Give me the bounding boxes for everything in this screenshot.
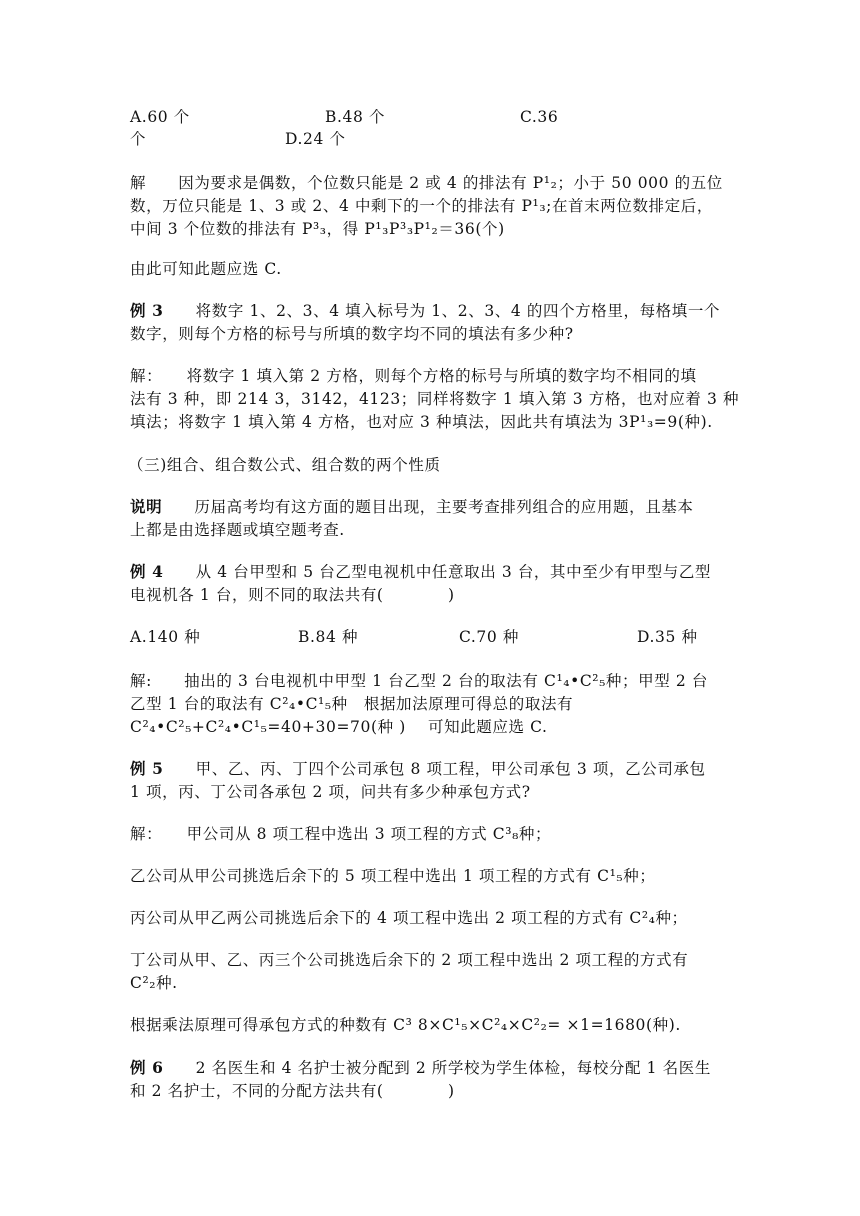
- option-d: D.35 种: [637, 628, 698, 646]
- solution-line: 根据乘法原理可得承包方式的种数有 C³ 8×C¹₅×C²₄×C²₂= ×1=1680(种).: [130, 1016, 681, 1034]
- solution-line: 乙公司从甲公司挑选后余下的 5 项工程中选出 1 项工程的方式有 C¹₅种；: [130, 867, 656, 885]
- solution-line: 乙型 1 台的取法有 C²₄•C¹₅种 根据加法原理可得总的取法有: [130, 695, 574, 713]
- solution-line: 解： 将数字 1 填入第 2 方格，则每个方格的标号与所填的数字均不相同的填: [130, 367, 697, 385]
- example-6-question-cont: 和 2 名护士，不同的分配方法共有( ): [130, 1082, 455, 1100]
- option-d: D.24 个: [285, 130, 346, 148]
- option-c-continued: 个: [130, 130, 147, 148]
- example-3-question-cont: 数字，则每个方格的标号与所填的数字均不同的填法有多少种?: [130, 325, 574, 343]
- example-label: 例 4: [130, 562, 164, 581]
- solution-line: 解: 抽出的 3 台电视机中甲型 1 台乙型 2 台的取法有 C¹₄•C²₅种；甲型 2 台: [130, 672, 708, 690]
- solution-line: 中间 3 个位数的排法有 P³₃，得 P¹₃P³₃P¹₂＝36(个): [130, 220, 505, 238]
- example-label: 例 6: [130, 1058, 164, 1077]
- option-c: C.70 种: [459, 628, 519, 646]
- option-a: A.140 种: [130, 628, 201, 646]
- example-4-question: 例 4 从 4 台甲型和 5 台乙型电视机中任意取出 3 台，其中至少有甲型与乙型: [130, 562, 712, 581]
- option-c: C.36: [520, 108, 559, 126]
- solution-line: 解： 甲公司从 8 项工程中选出 3 项工程的方式 C³₈种；: [130, 825, 552, 843]
- option-a: A.60 个: [130, 108, 190, 126]
- solution-line: 数，万位只能是 1、3 或 2、4 中剩下的一个的排法有 P¹₃;在首末两位数排定后，: [130, 197, 713, 215]
- example-6-question: 例 6 2 名医生和 4 名护士被分配到 2 所学校为学生体检，每校分配 1 名医生: [130, 1058, 711, 1077]
- note-paragraph: 说明 历届高考均有这方面的题目出现，主要考查排列组合的应用题，且基本: [130, 497, 694, 516]
- section-heading: （三)组合、组合数公式、组合数的两个性质: [128, 456, 441, 474]
- solution-line: 填法；将数字 1 填入第 4 方格，也对应 3 种填法，因此共有填法为 3P¹₃=9(种).: [130, 413, 713, 431]
- note-label: 说明: [130, 497, 163, 516]
- example-4-question-cont: 电视机各 1 台，则不同的取法共有( ): [130, 586, 455, 604]
- example-5-question: 例 5 甲、乙、丙、丁四个公司承包 8 项工程，甲公司承包 3 项，乙公司承包: [130, 759, 706, 778]
- solution-conclusion: 由此可知此题应选 C.: [130, 260, 282, 278]
- option-b: B.48 个: [325, 108, 386, 126]
- example-3-question: 例 3 将数字 1、2、3、4 填入标号为 1、2、3、4 的四个方格里，每格填一个: [130, 301, 721, 320]
- solution-conclusion: 可知此题应选 C.: [428, 718, 548, 736]
- example-label: 例 5: [130, 759, 164, 778]
- note-paragraph-cont: 上都是由选择题或填空题考查.: [130, 521, 345, 539]
- example-5-question-cont: 1 项，丙、丁公司各承包 2 项，问共有多少种承包方式?: [130, 783, 531, 801]
- example-label: 例 3: [130, 301, 164, 320]
- solution-formula: C²₄•C²₅+C²₄•C¹₅=40+30=70(种 ): [130, 718, 406, 736]
- solution-line: 丁公司从甲、乙、丙三个公司挑选后余下的 2 项工程中选出 2 项工程的方式有: [130, 951, 689, 969]
- solution-line: C²₂种.: [130, 974, 178, 992]
- solution-line: 解 因为要求是偶数，个位数只能是 2 或 4 的排法有 P¹₂；小于 50 000 的五位: [130, 174, 723, 192]
- option-b: B.84 种: [298, 628, 359, 646]
- solution-line: 丙公司从甲乙两公司挑选后余下的 4 项工程中选出 2 项工程的方式有 C²₄种；: [130, 909, 688, 927]
- solution-line: 法有 3 种，即 214 3，3142，4123；同样将数字 1 填入第 3 方格，也对应着 3 种: [130, 390, 740, 408]
